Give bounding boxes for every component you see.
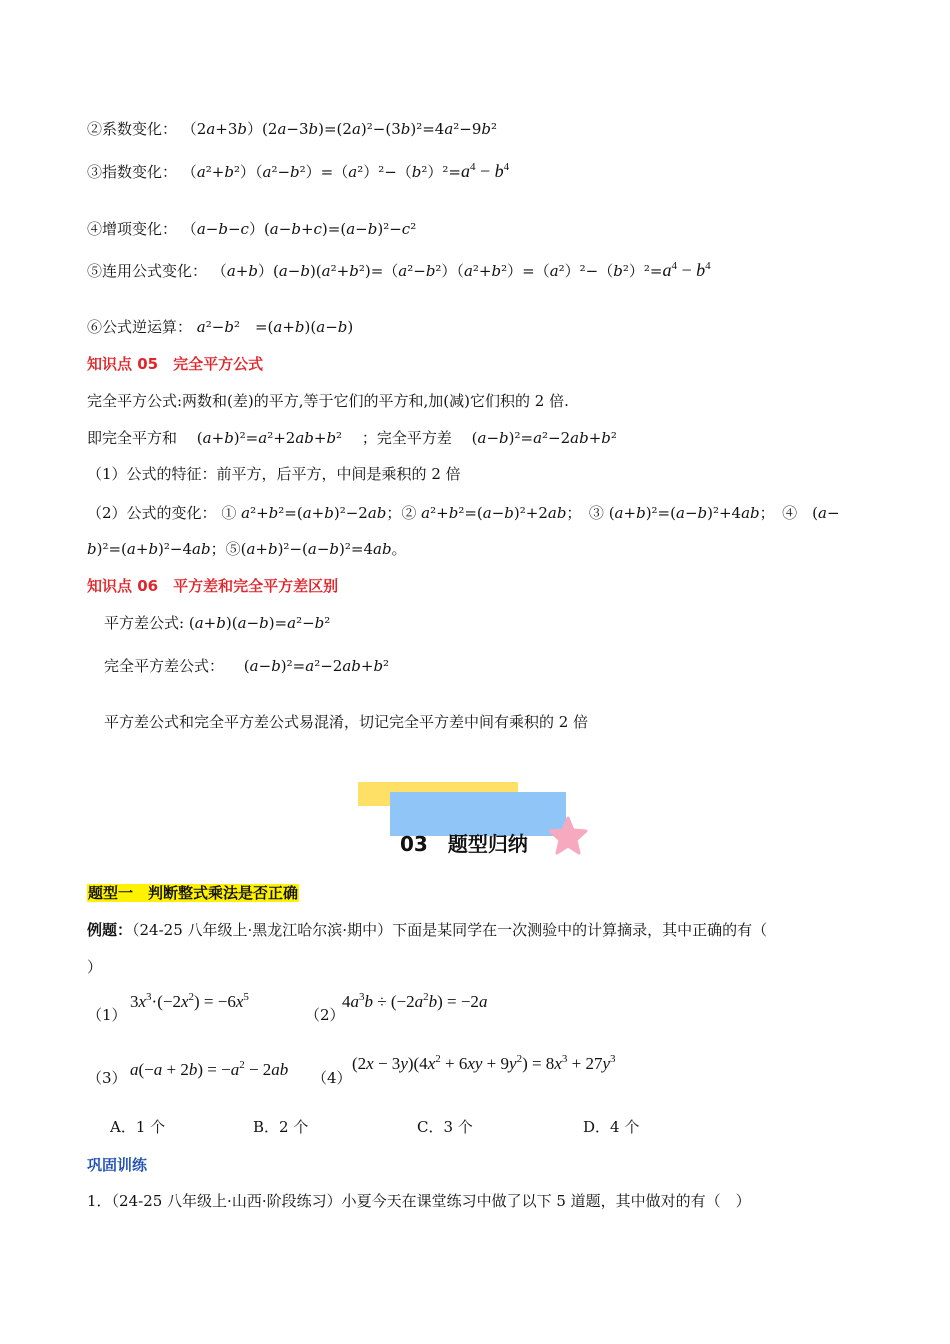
option-a[interactable]: A．1 个 <box>110 1118 166 1136</box>
add-term-change-line <box>87 219 416 239</box>
confusion-warning: 平方差公式和完全平方差公式易混淆，切记完全平方差中间有乘积的 2 倍 <box>104 713 589 731</box>
perfect-sum-label: 即完全平方和 <box>87 429 178 447</box>
item-2-formula: $4a^3b \div (-2a^2b) = -2a$ <box>342 991 488 1011</box>
item-2-label: （2） <box>305 1006 345 1024</box>
add-term-change-label: ④增项变化： <box>87 220 178 238</box>
perfect-sum-formula: (a+b)²=a²+2ab+b² <box>181 429 358 447</box>
exponent-change-formula: $(a^2+b^2)(a^2-b^2)=(a^2)^2-(b^2)^2=a^4 - b^4$ <box>181 161 510 181</box>
coefficient-change-label: ②系数变化： <box>87 120 178 138</box>
perfect-diff-label: ；完全平方差 <box>361 429 452 447</box>
reverse-formula-label: ⑥公式逆运算： <box>87 318 193 336</box>
chain-formula-line <box>87 260 711 281</box>
section-title: 03 题型归纳 <box>400 832 528 856</box>
knowledge-point-06-heading: 知识点 06 平方差和完全平方差区别 <box>87 577 339 595</box>
chain-formula-label: ⑤连用公式变化： <box>87 262 208 280</box>
example-item-4 <box>312 1068 352 1088</box>
option-c[interactable]: C．3 个 <box>417 1118 473 1136</box>
question-type-1-heading <box>87 883 299 903</box>
formula-feature: （1）公式的特征：前平方，后平方，中间是乘积的 2 倍 <box>87 465 461 483</box>
formula-variants-line1 <box>87 503 840 523</box>
add-term-change-formula: （a−b−c）(a−b+c)=(a−b)²−c² <box>181 220 417 238</box>
formula-variants-1: ① a²+b²=(a+b)²−2ab；② a²+b²=(a−b)²+2ab； ③ (a+b)²=(a−b)²+4ab； ④ (a− <box>221 504 840 522</box>
knowledge-point-05-heading: 知识点 05 完全平方公式 <box>87 355 264 373</box>
perfect-square-difference-label: 完全平方差公式： <box>104 657 225 675</box>
option-d[interactable]: D．4 个 <box>583 1118 640 1136</box>
difference-of-squares-formula: (a+b)(a−b)=a²−b² <box>188 614 331 632</box>
formula-variants-label: （2）公式的变化： <box>87 504 217 522</box>
perfect-square-definition: 完全平方公式:两数和(差)的平方,等于它们的平方和,加(减)它们积的 2 倍. <box>87 392 569 410</box>
example-label: 例题： <box>87 921 133 939</box>
question-type-1-title: 题型一 判断整式乘法是否正确 <box>88 884 299 902</box>
item-1-label: （1） <box>87 1006 127 1024</box>
practice-heading: 巩固训练 <box>87 1156 148 1174</box>
difference-of-squares-label: 平方差公式: <box>104 614 185 632</box>
example-text: （24-25 八年级上·黑龙江哈尔滨·期中）下面是某同学在一次测验中的计算摘录，其中正确的有（ <box>132 921 768 939</box>
coefficient-change-formula: （2a+3b）(2a−3b)=(2a)²−(3b)²=4a²−9b² <box>181 120 498 138</box>
item-3-formula: $a(-a + 2b) = -a^2 - 2ab$ <box>130 1059 289 1079</box>
example-item-3 <box>87 1068 127 1088</box>
star-icon <box>548 816 588 856</box>
item-3-label: （3） <box>87 1069 127 1087</box>
reverse-formula-line <box>87 317 353 337</box>
item-4-label: （4） <box>312 1069 352 1087</box>
example-line <box>87 920 767 940</box>
perfect-square-difference-line <box>104 656 389 676</box>
practice-question-1: 1．（24-25 八年级上·山西·阶段练习）小夏今天在课堂练习中做了以下 5 道题，其中做对的有（ ） <box>87 1192 751 1210</box>
coefficient-change-line <box>87 119 497 139</box>
perfect-diff-formula: (a−b)²=a²−2ab+b² <box>456 429 617 447</box>
option-b[interactable]: B．2 个 <box>253 1118 309 1136</box>
formula-variants-2: b)²=(a+b)²−4ab；⑤(a+b)²−(a−b)²=4ab。 <box>87 540 407 558</box>
difference-of-squares-line <box>104 613 330 633</box>
exponent-change-label: ③指数变化： <box>87 163 178 181</box>
perfect-square-formulas <box>87 428 617 448</box>
section-banner <box>358 780 588 860</box>
item-1-formula: $3x^3\cdot(-2x^2) = -6x^5$ <box>130 991 249 1011</box>
example-item-1 <box>87 1005 127 1025</box>
perfect-square-difference-formula: (a−b)²=a²−2ab+b² <box>228 657 390 675</box>
example-tail: ） <box>87 958 103 976</box>
exponent-change-line <box>87 161 509 182</box>
item-4-formula: $(2x - 3y)(4x^2 + 6xy + 9y^2) = 8x^3 + 27y^3$ <box>352 1053 616 1073</box>
example-item-2 <box>305 1005 345 1025</box>
chain-formula: $(a+b)(a-b)(a^2+b^2)=(a^2-b^2)(a^2+b^2)=(a^2)^2-(b^2)^2=a^4 - b^4$ <box>211 260 711 280</box>
reverse-formula: a²−b² =(a+b)(a−b) <box>196 318 354 336</box>
formula-variants-line2 <box>87 539 407 559</box>
